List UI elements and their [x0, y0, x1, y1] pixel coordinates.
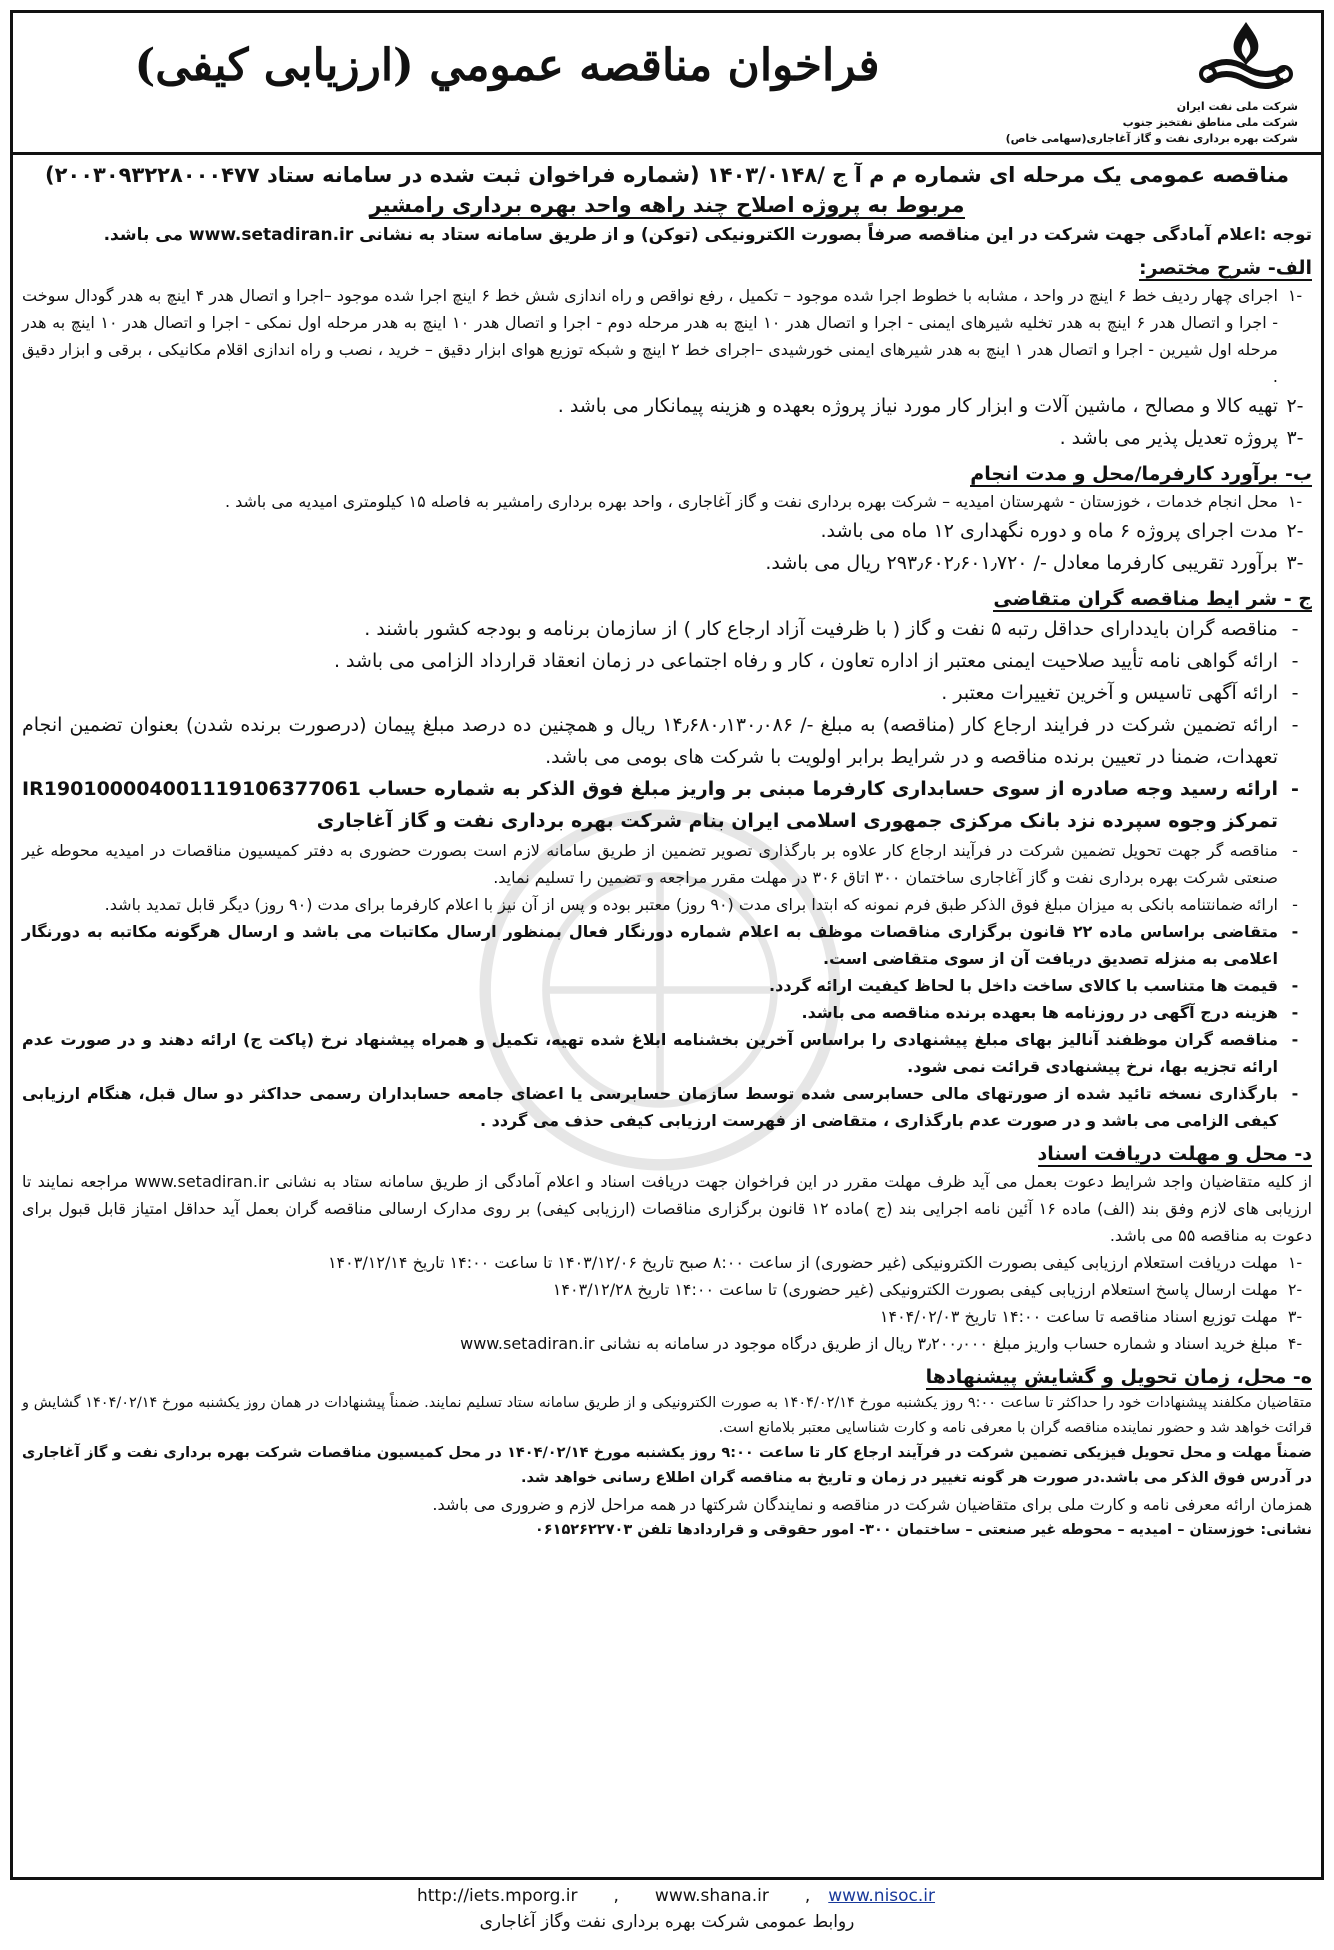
bullet-dash: - [1291, 650, 1299, 672]
item-text: مناقصه گران موظفند آنالیز بهای مبلغ پیشنهادی را براساس آخرین بخشنامه ابلاغ شده تهیه، تکمیل و همراه پیشنهاد نرخ (پاکت ج) ارائه دهند و در صورت عدم ارائه تجزیه بها، نرخ پیشنهادی قرائت نمی شود. [22, 1030, 1278, 1076]
oil-company-logo-icon [1186, 16, 1306, 96]
notice-note: توجه :اعلام آمادگی جهت شرکت در این مناقصه صرفاً بصورت الکترونیکی (توکن) و از طریق سامانه ستاد به نشانی www.setadiran.ir می باشد. [103, 225, 1312, 245]
company-line-2: شرکت ملی مناطق نفتخیز جنوب [1122, 116, 1298, 129]
bullet-dash: - [1291, 1084, 1299, 1103]
item-number: -۲ [1286, 520, 1304, 542]
footer [0, 1886, 1334, 1950]
section-c-heading: ج - شر ایط مناقصه گران متقاضی [993, 588, 1312, 610]
public-relations-signature: روابط عمومی شرکت بهره برداری نفت وگاز آغاجاری [479, 1912, 855, 1932]
bullet-dash: - [1292, 895, 1298, 914]
item-text: مهلت ارسال پاسخ استعلام ارزیابی کیفی بصورت الکترونیکی (غیر حضوری) تا ساعت ۱۴:۰۰ تاریخ ۱۴۰۳/۱۲/۲۸ [552, 1280, 1278, 1299]
item-text: ارائه آگهی تاسیس و آخرین تغییرات معتبر . [941, 682, 1278, 704]
section-c-item [22, 1026, 1312, 1080]
item-text: ارائه ضمانتنامه بانکی به میزان مبلغ فوق الذکر طبق فرم نمونه که ابتدا برای مدت (۹۰ روز) معتبر بوده و پس از آن نیز با اعلام کارفرما برای مدت (۹۰ روز) دیگر قابل تمدید باشد. [104, 895, 1278, 914]
item-text: متقاضی براساس ماده ۲۲ قانون برگزاری مناقصات موظف به اعلام شماره دورنگار فعال بمنظور ارسال مکاتبات می باشد و ارسال هرگونه مکاتبه به دورنگار اعلامی به منزله تصدیق دریافت آن از سوی متقاضی است. [22, 922, 1279, 968]
bullet-dash: - [1291, 976, 1299, 995]
section-a-title [22, 254, 1312, 282]
item-number: -۳ [1286, 427, 1304, 449]
section-c-item [22, 1080, 1312, 1134]
item-text: مناقصه گران بایددارای حداقل رتبه ۵ نفت و گاز ( با ظرفیت آزاد ارجاع کار ) از سازمان برنامه و بودجه کشور باشند . [364, 618, 1278, 640]
footer-link-shana[interactable]: www.shana.ir [654, 1886, 769, 1906]
item-text: ارائه تضمین شرکت در فرایند ارجاع کار (مناقصه) به مبلغ -/ ۱۴٫۶۸۰٫۱۳۰٫۰۸۶ ریال و همچنین ده درصد مبلغ پیمان (درصورت برنده شدن) بعنوان تضمین انجام تعهدات، ضمنا در تعیین برنده مناقصه و در شرایط برابر اولویت با شرکت های بومی می باشد. [22, 714, 1278, 768]
item-text: ارائه رسید وجه صادره از سوی حسابداری کارفرما مبنی بر واریز مبلغ فوق الذکر به شماره حساب IR190100004001119106377061 تمرکز وجوه سپرده نزد بانک مرکزی جمهوری اسلامی ایران بنام شرکت بهره برداری نفت و گاز آغاجاری [22, 778, 1278, 832]
section-c-item [22, 972, 1312, 999]
bullet-dash: - [1291, 682, 1299, 704]
section-c-item [22, 773, 1312, 837]
bullet-dash: - [1291, 618, 1299, 640]
item-text: مهلت دریافت استعلام ارزیابی کیفی بصورت الکترونیکی (غیر حضوری) از ساعت ۸:۰۰ صبح تاریخ ۱۴۰۳/۱۲/۰۶ تا ساعت ۱۴:۰۰ تاریخ ۱۴۰۳/۱۲/۱۴ [327, 1253, 1278, 1272]
section-c-item [22, 677, 1312, 709]
project-title-line [22, 190, 1312, 220]
section-e-paragraph-2: ضمناً مهلت و محل تحویل فیزیکی تضمین شرکت در فرآیند ارجاع کار تا ساعت ۹:۰۰ روز یکشنبه مورخ ۱۴۰۴/۰۲/۱۴ در محل کمیسیون مناقصات شرکت بهره برداری نفت و گاز آغاجاری در آدرس فوق الذکر می باشد.در صورت هر گونه تغییر در زمان و تاریخ به مناقصه گران اطلاع رسانی خواهد شد. [22, 1445, 1313, 1486]
bullet-dash: - [1291, 778, 1299, 800]
tender-number-line: مناقصه عمومی یک مرحله ای شماره م م آ ج /۱۴۰۳/۰۱۴۸ (شماره فراخوان ثبت شده در سامانه ستاد ۲۰۰۳۰۹۳۲۲۸۰۰۰۴۷۷) [44, 163, 1290, 187]
section-a-item [22, 422, 1312, 454]
item-text: بارگذاری نسخه تائید شده از صورتهای مالی حسابرسی شده توسط سازمان حسابرسی یا اعضای جامعه حسابداران رسمی حداکثر دو سال قبل، هنگام ارزیابی کیفی الزامی می باشد و در صورت عدم بارگذاری ، متقاضی از فهرست ارزیابی کیفی حذف می گردد . [22, 1084, 1278, 1130]
company-line-1: شرکت ملی نفت ایران [1176, 100, 1298, 113]
item-number: -۲ [1287, 1280, 1303, 1299]
section-d-intro: از کلیه متقاضیان واجد شرایط دعوت بعمل می آید ظرف مهلت مقرر در این فراخوان جهت دریافت اسناد و اعلام آمادگی از طریق سامانه ستاد به نشانی www.setadiran.ir مراجعه نمایند تا ارزیابی های لازم وفق بند (الف) ماده ۱۶ آئین نامه اجرایی بند (ج )ماده ۱۲ قانون برگزاری مناقصات (ارزیابی کیفی) بر روی مدارک ارسالی مناقصه گران بعمل آید حداقل امتیاز قابل قبول برای دعوت به مناقصه ۵۵ می باشد. [22, 1172, 1313, 1245]
item-text: هزینه درج آگهی در روزنامه ها بعهده برنده مناقصه می باشد. [801, 1003, 1278, 1022]
section-d-title [22, 1140, 1312, 1168]
footer-link-nisoc[interactable]: www.nisoc.ir [828, 1886, 936, 1906]
section-c-item [22, 837, 1312, 891]
project-title: مربوط به پروژه اصلاح چند راهه واحد بهره برداری رامشیر [369, 193, 965, 217]
company-line-3: شرکت بهره برداری نفت و گاز آغاجاری(سهامی خاص) [1005, 132, 1298, 145]
section-b-item [22, 515, 1312, 547]
bullet-dash: - [1291, 922, 1299, 941]
header [10, 10, 1324, 155]
item-number: -۳ [1286, 552, 1304, 574]
section-d-item [22, 1330, 1312, 1357]
section-c-item [22, 999, 1312, 1026]
page-title: فراخوان مناقصه عمومي (ارزيابی كيفی) [134, 40, 880, 91]
bullet-dash: - [1291, 1003, 1299, 1022]
footer-links [0, 1886, 1334, 1906]
section-a-item [22, 282, 1312, 390]
item-text: مدت اجرای پروژه ۶ ماه و دوره نگهداری ۱۲ ماه می باشد. [820, 520, 1278, 542]
section-a-heading: الف- شرح مختصر: [1139, 257, 1312, 279]
bullet-dash: - [1292, 841, 1298, 860]
company-logo [996, 14, 1316, 148]
section-e-paragraph-1: متقاضیان مکلفند پیشنهادات خود را حداکثر تا ساعت ۹:۰۰ روز یکشنبه مورخ ۱۴۰۴/۰۲/۱۴ به صورت الکترونیکی و از طریق سامانه ستاد تسلیم نمایند. ضمناً پیشنهادات در همان روز یکشنبه مورخ ۱۴۰۴/۰۲/۱۴ گشایش و قرائت خواهد شد و حضور نماینده مناقصه گران با معرفی نامه و کارت شناسایی معتبر بلامانع است. [22, 1395, 1312, 1436]
section-d-item [22, 1249, 1312, 1276]
item-number: -۱ [1287, 1253, 1303, 1272]
item-number: -۱ [1287, 492, 1303, 511]
item-number: -۱ [1287, 286, 1303, 305]
section-b-item [22, 547, 1312, 579]
item-text: محل انجام خدمات ، خوزستان - شهرستان امیدیه – شرکت بهره برداری نفت و گاز آغاجاری ، واحد بهره برداری رامشیر به فاصله ۱۵ کیلومتری امیدیه می باشد . [224, 492, 1278, 511]
item-number: -۴ [1287, 1334, 1303, 1353]
item-text: قیمت ها متناسب با کالای ساخت داخل با لحاظ کیفیت ارائه گردد. [769, 976, 1278, 995]
section-c-item [22, 645, 1312, 677]
item-text: تهیه کالا و مصالح ، ماشین آلات و ابزار کار مورد نیاز پروژه بعهده و هزینه پیمانکار می باشد . [557, 395, 1278, 417]
section-d-heading: د- محل و مهلت دریافت اسناد [1037, 1143, 1312, 1165]
item-number: -۲ [1286, 395, 1304, 417]
item-text: اجرای چهار ردیف خط ۶ اینچ در واحد ، مشابه با خطوط اجرا شده موجود – تکمیل ، رفع نواقص و راه اندازی شش خط ۶ اینچ اجرا شده موجود –اجرا و اتصال هدر ۴ اینچ به هدر گودال سوخت - اجرا و اتصال هدر ۶ اینچ به هدر تخلیه شیرهای ایمنی - اجرا و اتصال هدر ۱۰ اینچ به هدر مرحله دوم - اجرا و اتصال هدر ۱۰ اینچ به هدر مرحله اول نمکی - اجرا و اتصال هدر ۱۰ اینچ به هدر مرحله اول شیرین - اجرا و اتصال هدر ۱ اینچ به هدر شیرهای ایمنی خورشیدی –اجرای خط ۲ اینچ و شبکه توزیع هوای ابزار دقیق – خرید ، نصب و راه اندازی اقلام مکانیکی ، برقی و ابزار دقیق . [22, 286, 1279, 386]
item-text: مناقصه گر جهت تحویل تضمین شرکت در فرآیند ارجاع کار علاوه بر بارگذاری تصویر تضمین از طریق سامانه لازم است بصورت حضوری به دفتر کمیسیون مناقصات در امیدیه محوطه غیر صنعتی شرکت بهره برداری نفت و گاز آغاجاری ساختمان ۳۰۰ اتاق ۳۰۶ در مهلت مقرر مراجعه و تضمین را تسلیم نماید. [22, 841, 1278, 887]
footer-separator: , [613, 1886, 619, 1906]
section-e-paragraph-3: همزمان ارائه معرفی نامه و کارت ملی برای متقاضیان شرکت در مناقصه و نمایندگان شرکتها در همه مراحل لازم و ضروری می باشد. [432, 1495, 1312, 1514]
section-c-item [22, 709, 1312, 773]
bullet-dash: - [1291, 1030, 1299, 1049]
section-c-item [22, 891, 1312, 918]
section-b-heading: ب- برآورد کارفرما/محل و مدت انجام [970, 463, 1312, 485]
contact-address: نشانی: خوزستان – امیدیه – محوطه غیر صنعتی – ساختمان ۳۰۰- امور حقوقی و قراردادها تلفن ۰۶۱۵۲۶۲۲۷۰۳ [534, 1522, 1312, 1538]
item-text: ارائه گواهی نامه تأیید صلاحیت ایمنی معتبر از اداره تعاون ، کار و رفاه اجتماعی در زمان انعقاد قرارداد الزامی می باشد . [333, 650, 1278, 672]
section-d-item [22, 1276, 1312, 1303]
item-text: برآورد تقریبی کارفرما معادل -/ ۲۹۳٫۶۰۲٫۶۰۱٫۷۲۰ ریال می باشد. [765, 552, 1278, 574]
section-b-title [22, 460, 1312, 488]
bullet-dash: - [1291, 714, 1299, 736]
section-c-item [22, 613, 1312, 645]
section-e-title [22, 1363, 1312, 1391]
section-e-heading: ه- محل، زمان تحویل و گشایش پیشنهادها [925, 1366, 1312, 1388]
content [22, 160, 1312, 1543]
item-text: مهلت توزیع اسناد مناقصه تا ساعت ۱۴:۰۰ تاریخ ۱۴۰۴/۰۲/۰۳ [879, 1307, 1278, 1326]
section-c-title [22, 585, 1312, 613]
footer-separator: , [804, 1886, 811, 1906]
section-a-item [22, 390, 1312, 422]
section-c-item [22, 918, 1312, 972]
section-b-item [22, 488, 1312, 515]
item-text: مبلغ خرید اسناد و شماره حساب واریز مبلغ ۳٫۲۰۰٫۰۰۰ ریال از طریق درگاه موجود در سامانه به نشانی www.setadiran.ir [460, 1334, 1278, 1353]
item-text: پروژه تعدیل پذیر می باشد . [1059, 427, 1278, 449]
item-number: -۳ [1287, 1307, 1303, 1326]
footer-link-iets[interactable]: http://iets.mporg.ir [416, 1886, 578, 1906]
section-d-item [22, 1303, 1312, 1330]
